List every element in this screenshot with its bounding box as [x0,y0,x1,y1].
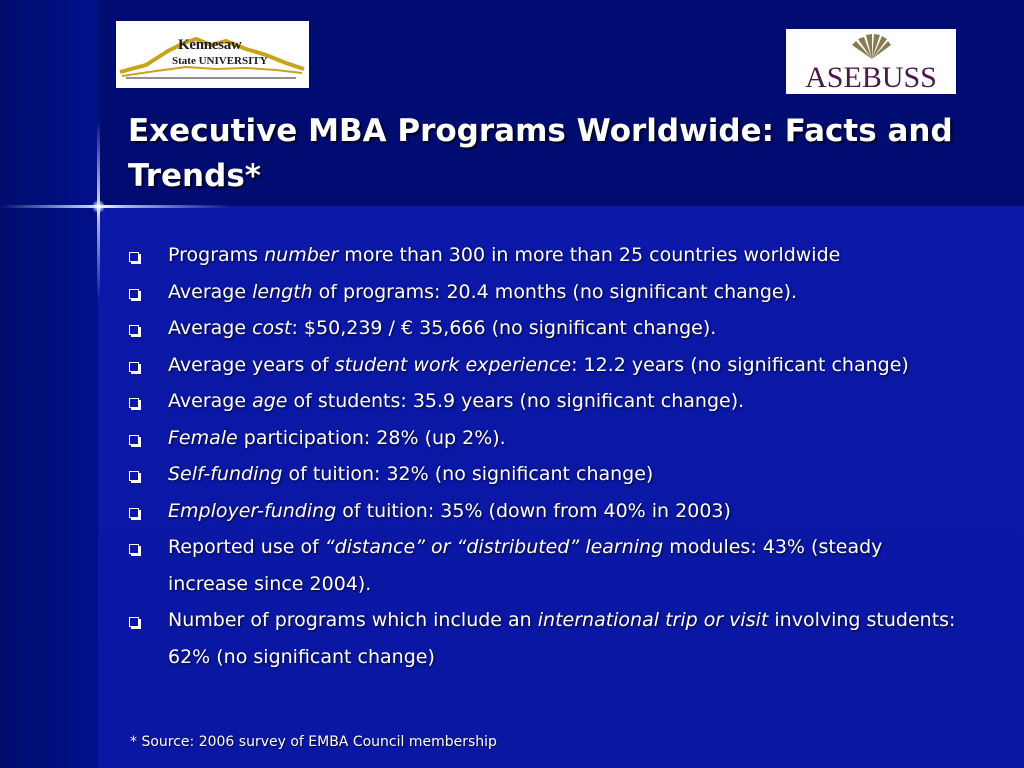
square-bullet-icon [129,362,139,372]
bullet-text: Number of programs which include an [168,609,538,631]
bullet-text: Average [168,280,253,303]
bullet-item [128,493,958,530]
square-bullet-icon [129,325,139,335]
bullet-text: Average years of [168,353,335,376]
bullet-item [128,310,958,347]
logo-text-asebuss: ASEBUSS [805,61,937,94]
bullet-item [128,420,958,457]
asebuss-logo [786,29,956,94]
bullet-text: more than 300 in more than 25 countries worldwide [338,244,841,266]
logo-text-kennesaw: Kennesaw [178,37,242,53]
bullet-text: modules: 43% (steady increase since 2004). [168,536,883,595]
bullet-list [128,237,958,675]
bullet-text: involving students: 62% (no significant change) [168,609,956,668]
bullet-emphasis: age [252,390,288,412]
bullet-text: Programs [168,244,265,266]
bullet-emphasis: Self-funding [168,463,283,485]
bullet-item [128,602,958,675]
logo-text-university: State UNIVERSITY [172,55,268,67]
sparkle-center [92,200,105,213]
bullet-item [128,347,958,384]
bullet-emphasis: number [264,244,339,266]
bullet-emphasis: length [252,280,313,303]
bullet-text: participation: 28% (up 2%). [237,426,506,449]
kennesaw-state-logo [116,21,309,88]
bullet-emphasis: “distance” or “distributed” learning [324,536,664,558]
square-bullet-icon [129,508,139,518]
source-footnote: * Source: 2006 survey of EMBA Council membership [130,734,497,750]
bullet-emphasis: cost [252,317,292,339]
left-band [0,0,98,768]
bullet-text: Reported use of [168,536,325,558]
bullet-emphasis: Female [168,426,238,449]
square-bullet-icon [129,544,139,554]
square-bullet-icon [129,398,139,408]
square-bullet-icon [129,435,139,445]
sparkle-horizontal [0,205,230,208]
bullet-text: of programs: 20.4 months (no significant change). [312,280,798,303]
bullet-item [128,529,958,602]
bullet-item [128,237,958,274]
square-bullet-icon [129,617,139,627]
square-bullet-icon [129,252,139,262]
bullet-text: of tuition: 35% (down from 40% in 2003) [336,499,731,522]
bullet-item [128,274,958,311]
bullet-text: Average [168,390,253,412]
bullet-emphasis: student work experience [334,353,572,376]
bullet-item [128,456,958,493]
bullet-text: : 12.2 years (no significant change) [571,353,909,376]
bullet-text: Average [168,317,253,339]
slide-title: Executive MBA Programs Worldwide: Facts and Trends* [128,113,953,194]
bullet-text: : $50,239 / € 35,666 (no significant change). [291,317,717,339]
square-bullet-icon [129,471,139,481]
bullet-emphasis: Employer-funding [168,499,337,522]
square-bullet-icon [129,289,139,299]
bullet-text: of tuition: 32% (no significant change) [282,463,654,485]
bullet-emphasis: international trip or visit [537,609,769,631]
bullet-text: of students: 35.9 years (no significant change). [287,390,745,412]
bullet-item [128,383,958,420]
